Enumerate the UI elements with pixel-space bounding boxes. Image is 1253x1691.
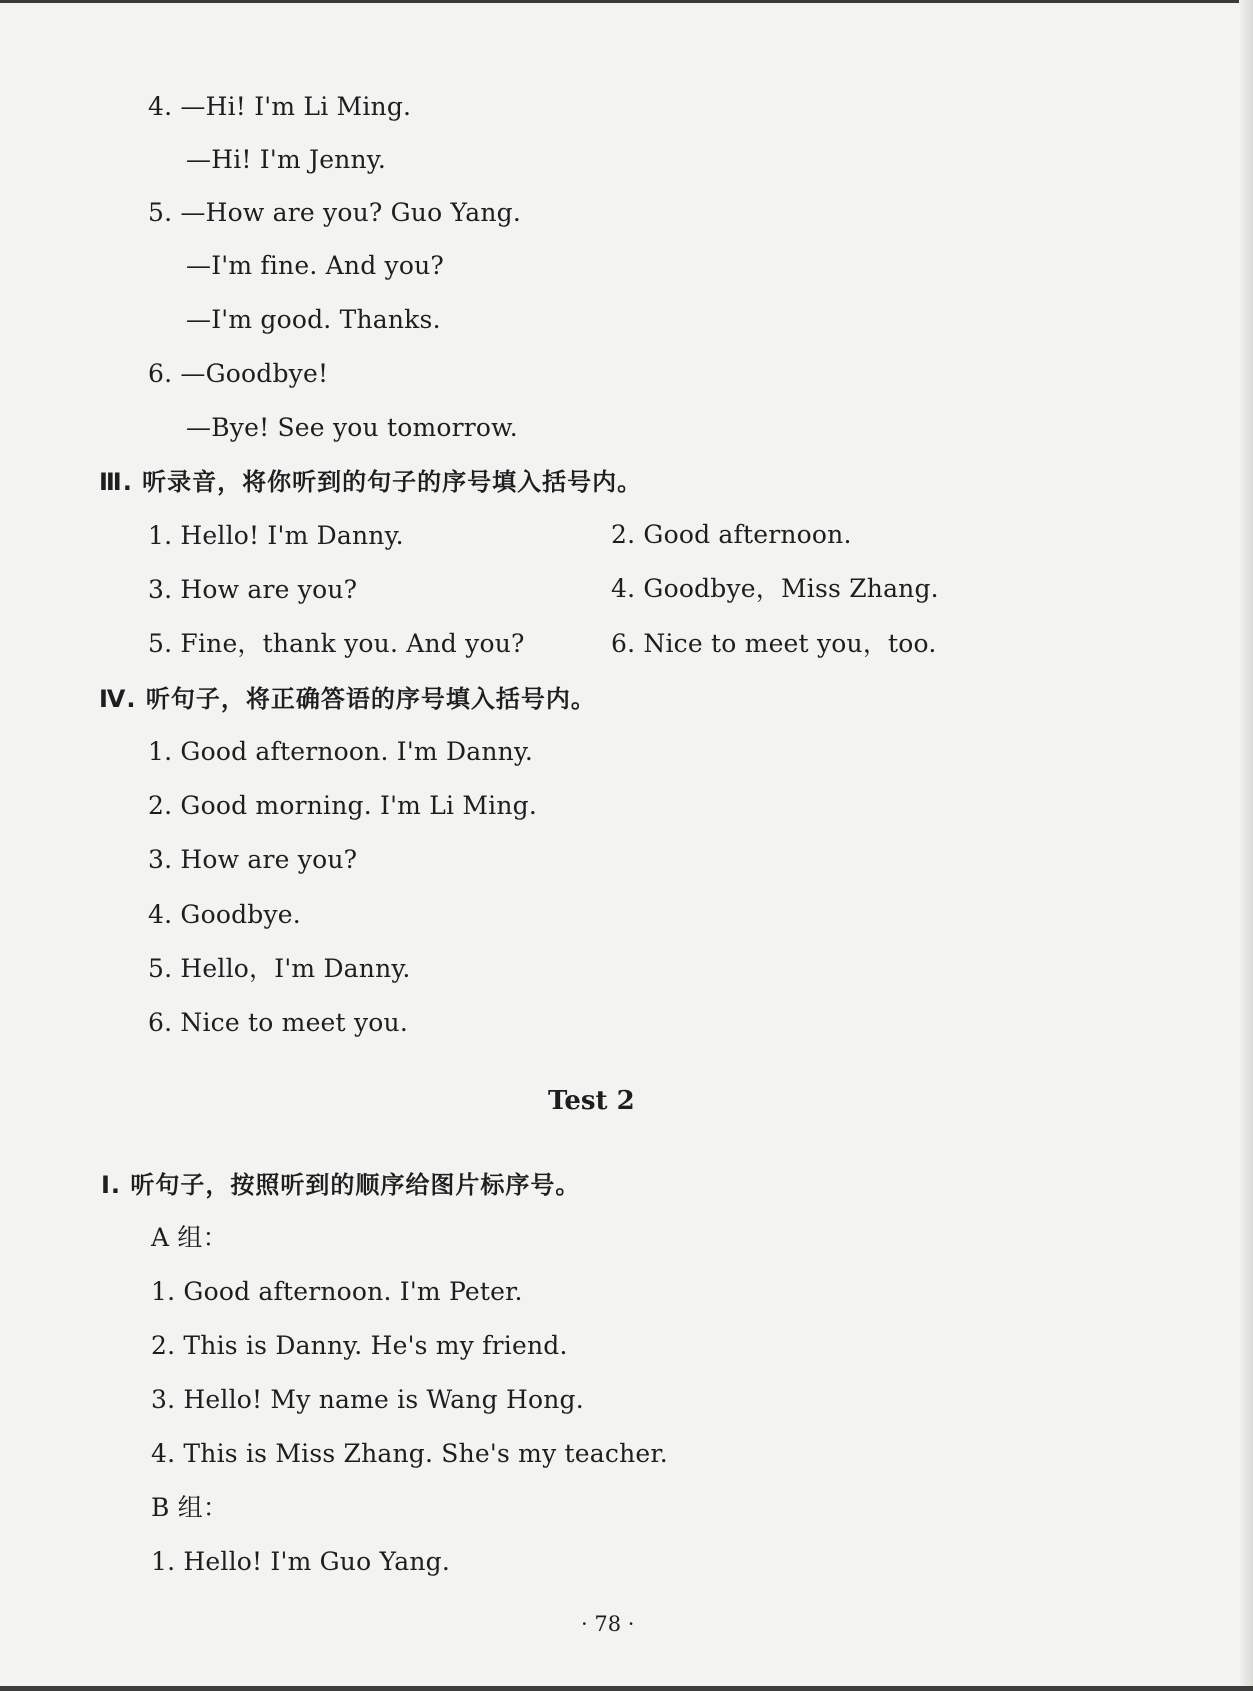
dialogue-line: 5. —How are you? Guo Yang.	[148, 198, 522, 227]
page-edge-shadow	[1239, 0, 1253, 1691]
group-b-item: 1. Hello! I'm Guo Yang.	[151, 1547, 451, 1576]
group-b-label: B 组：	[151, 1493, 229, 1522]
section-4-item: 1. Good afternoon. I'm Danny.	[148, 737, 534, 766]
section-3-item: 4. Goodbye，Miss Zhang.	[611, 574, 939, 603]
section-4-item: 3. How are you?	[148, 845, 358, 874]
section-3-item: 3. How are you?	[148, 575, 358, 604]
section-3-item: 5. Fine，thank you. And you?	[148, 629, 525, 658]
dialogue-line: —Hi! I'm Jenny.	[186, 145, 386, 174]
section-3-heading: Ⅲ. 听录音，将你听到的句子的序号填入括号内。	[99, 468, 643, 496]
dialogue-line: 4. —Hi! I'm Li Ming.	[148, 92, 412, 121]
bottom-border	[0, 1686, 1253, 1691]
group-a-label: A 组：	[151, 1223, 228, 1252]
group-a-item: 1. Good afternoon. I'm Peter.	[151, 1277, 523, 1306]
test-2-section-1-heading: Ⅰ. 听句子，按照听到的顺序给图片标序号。	[101, 1171, 581, 1199]
group-a-item: 3. Hello! My name is Wang Hong.	[151, 1385, 584, 1414]
section-3-item: 1. Hello! I'm Danny.	[148, 521, 404, 550]
section-4-item: 6. Nice to meet you.	[148, 1008, 408, 1037]
group-a-item: 2. This is Danny. He's my friend.	[151, 1331, 568, 1360]
section-3-item: 6. Nice to meet you，too.	[611, 629, 937, 658]
dialogue-line: 6. —Goodbye!	[148, 359, 329, 388]
group-a-item: 4. This is Miss Zhang. She's my teacher.	[151, 1439, 668, 1468]
top-border	[0, 0, 1253, 3]
section-4-item: 5. Hello，I'm Danny.	[148, 954, 411, 983]
section-4-heading: Ⅳ. 听句子，将正确答语的序号填入括号内。	[99, 685, 596, 713]
section-4-item: 2. Good morning. I'm Li Ming.	[148, 791, 538, 820]
section-4-item: 4. Goodbye.	[148, 900, 301, 929]
section-3-item: 2. Good afternoon.	[611, 520, 852, 549]
dialogue-line: —I'm good. Thanks.	[186, 305, 441, 334]
test-2-title: Test 2	[548, 1086, 635, 1116]
page-number: · 78 ·	[581, 1612, 635, 1636]
dialogue-line: —Bye! See you tomorrow.	[186, 413, 518, 442]
dialogue-line: —I'm fine. And you?	[186, 251, 445, 280]
